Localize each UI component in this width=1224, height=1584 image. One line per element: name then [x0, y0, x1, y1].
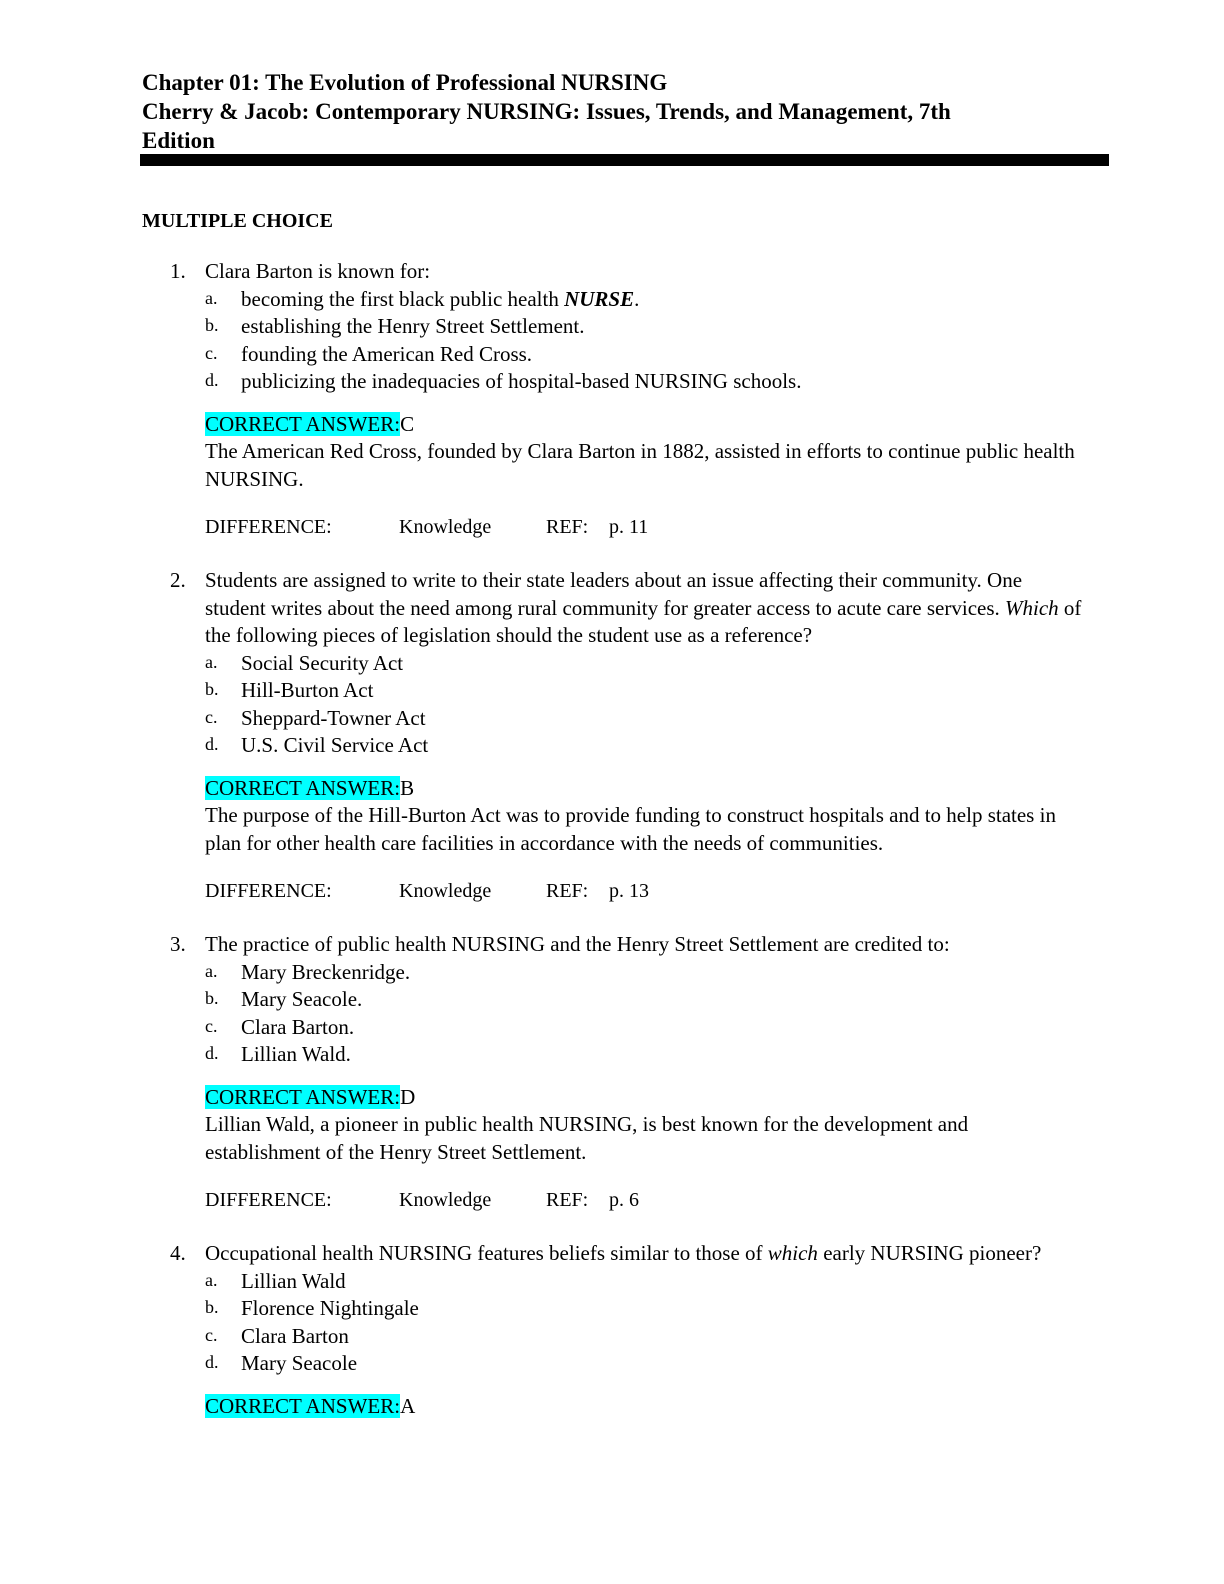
option-list — [0, 959, 1224, 1069]
option-text-end: . — [634, 286, 640, 311]
question-2 — [0, 567, 1224, 908]
correct-answer-value: B — [400, 775, 415, 800]
option-text: Mary Breckenridge. — [241, 959, 411, 984]
header-rule — [140, 154, 1109, 166]
question-meta — [0, 1189, 1224, 1217]
correct-answer — [0, 411, 1224, 439]
option-c — [0, 1014, 1224, 1042]
correct-answer — [0, 1393, 1224, 1421]
question-3 — [0, 931, 1224, 1217]
option-d — [0, 732, 1224, 760]
option-a — [0, 650, 1224, 678]
option-text: Clara Barton. — [241, 1014, 355, 1039]
option-text: establishing the Henry Street Settlement. — [241, 314, 585, 338]
question-stem — [0, 567, 1085, 650]
option-c — [0, 341, 1224, 369]
question-number: 2. — [170, 568, 186, 592]
correct-answer-label: CORRECT ANSWER: — [205, 775, 401, 800]
question-number: 1. — [170, 259, 186, 283]
option-b — [0, 313, 1224, 341]
question-stem — [0, 931, 1085, 959]
question-emphasis: Which — [1005, 595, 1059, 620]
option-b — [0, 677, 1224, 705]
option-text: Mary Seacole — [241, 1351, 358, 1375]
option-text: Sheppard-Towner Act — [241, 705, 426, 730]
book-title: Cherry & Jacob: Contemporary NURSING: Issues, Trends, and Management, 7th — [142, 99, 951, 124]
correct-answer-label: CORRECT ANSWER: — [205, 411, 401, 436]
question-meta — [0, 880, 1224, 908]
option-text: Social Security Act — [241, 650, 404, 675]
question-meta — [0, 516, 1224, 544]
question-text — [205, 567, 1085, 650]
correct-answer-label: CORRECT ANSWER: — [205, 1393, 401, 1418]
section-title: MULTIPLE CHOICE — [142, 210, 333, 232]
ref-label: REF: — [546, 880, 589, 902]
option-a — [0, 286, 1224, 314]
option-c — [0, 1323, 1224, 1351]
question-list — [0, 258, 1224, 1420]
option-letter: d. — [205, 734, 219, 754]
option-d — [0, 1350, 1224, 1378]
option-letter: c. — [205, 1015, 218, 1036]
question-stem — [0, 258, 1085, 286]
option-letter: d. — [205, 1352, 219, 1372]
correct-answer-value: C — [400, 411, 415, 436]
option-b — [0, 1295, 1224, 1323]
option-letter: b. — [205, 679, 219, 699]
option-letter: a. — [205, 651, 218, 672]
question-emphasis: which — [767, 1241, 818, 1265]
option-d — [0, 368, 1224, 396]
option-text: U.S. Civil Service Act — [241, 733, 429, 757]
answer-rationale: Lillian Wald, a pioneer in public health NURSING, is best known for the development and establishment of the Henry Street Settlement. — [205, 1112, 969, 1164]
question-text: The practice of public health NURSING and the Henry Street Settlement are credited to: — [205, 932, 950, 956]
difference-value: Knowledge — [399, 516, 492, 538]
document-header — [142, 68, 1072, 155]
option-text: founding the American Red Cross. — [241, 341, 533, 366]
option-text-start: becoming the first black public health — [241, 286, 565, 311]
chapter-title: Chapter 01: The Evolution of Professional NURSING — [142, 70, 668, 95]
question-stem — [0, 1240, 1085, 1268]
option-list — [0, 650, 1224, 760]
question-text-start: Occupational health NURSING features beliefs similar to those of — [205, 1241, 768, 1265]
correct-answer-label: CORRECT ANSWER: — [205, 1084, 401, 1109]
option-text: Lillian Wald — [241, 1268, 346, 1293]
option-letter: a. — [205, 287, 218, 308]
correct-answer — [0, 775, 1224, 803]
answer-rationale: The purpose of the Hill-Burton Act was to provide funding to construct hospitals and to help states in plan for other health care facilities in accordance with the needs of communities. — [205, 803, 1056, 855]
question-text: Clara Barton is known for: — [205, 259, 431, 283]
option-text: Hill-Burton Act — [241, 678, 374, 702]
question-text-end: of the following pieces of legislation should the student use as a reference? — [205, 595, 1082, 647]
difference-value: Knowledge — [399, 880, 492, 902]
option-letter: b. — [205, 1297, 219, 1317]
option-list — [0, 286, 1224, 396]
ref-label: REF: — [546, 1189, 589, 1211]
option-a — [0, 959, 1224, 987]
ref-value: p. 11 — [609, 516, 649, 538]
option-letter: c. — [205, 1324, 218, 1345]
option-text: Clara Barton — [241, 1323, 349, 1348]
difference-label: DIFFERENCE: — [205, 516, 332, 538]
answer-rationale: The American Red Cross, founded by Clara Barton in 1882, assisted in efforts to continue public health NURSING. — [205, 439, 1075, 491]
option-d — [0, 1041, 1224, 1069]
question-text-start: Students are assigned to write to their state leaders about an issue affecting their community. One student writes about the need among rural community for greater access to acute care services. — [205, 568, 1023, 620]
difference-label: DIFFERENCE: — [205, 880, 332, 902]
option-letter: b. — [205, 988, 219, 1008]
option-text: Lillian Wald. — [241, 1042, 351, 1066]
correct-answer-value: A — [400, 1393, 416, 1418]
option-emphasis: NURSE — [564, 286, 635, 311]
question-number: 4. — [170, 1241, 186, 1265]
question-text — [205, 1240, 1085, 1268]
option-text: publicizing the inadequacies of hospital-based NURSING schools. — [241, 369, 802, 393]
option-letter: a. — [205, 1269, 218, 1290]
option-letter: c. — [205, 342, 218, 363]
option-letter: d. — [205, 1043, 219, 1063]
option-letter: a. — [205, 960, 218, 981]
correct-answer-value: D — [400, 1084, 416, 1109]
option-letter: b. — [205, 315, 219, 335]
question-number: 3. — [170, 932, 186, 956]
option-letter: d. — [205, 370, 219, 390]
ref-value: p. 13 — [609, 880, 649, 902]
option-list — [0, 1268, 1224, 1378]
option-c — [0, 705, 1224, 733]
option-text: Florence Nightingale — [241, 1296, 419, 1320]
difference-value: Knowledge — [399, 1189, 492, 1211]
correct-answer — [0, 1084, 1224, 1112]
option-text: Mary Seacole. — [241, 987, 363, 1011]
question-4 — [0, 1240, 1224, 1420]
option-text — [241, 287, 639, 311]
option-letter: c. — [205, 706, 218, 727]
difference-label: DIFFERENCE: — [205, 1189, 332, 1211]
option-b — [0, 986, 1224, 1014]
option-a — [0, 1268, 1224, 1296]
question-1 — [0, 258, 1224, 544]
question-text-end: early NURSING pioneer? — [817, 1241, 1042, 1265]
ref-label: REF: — [546, 516, 589, 538]
book-edition: Edition — [142, 128, 215, 153]
ref-value: p. 6 — [609, 1189, 639, 1211]
